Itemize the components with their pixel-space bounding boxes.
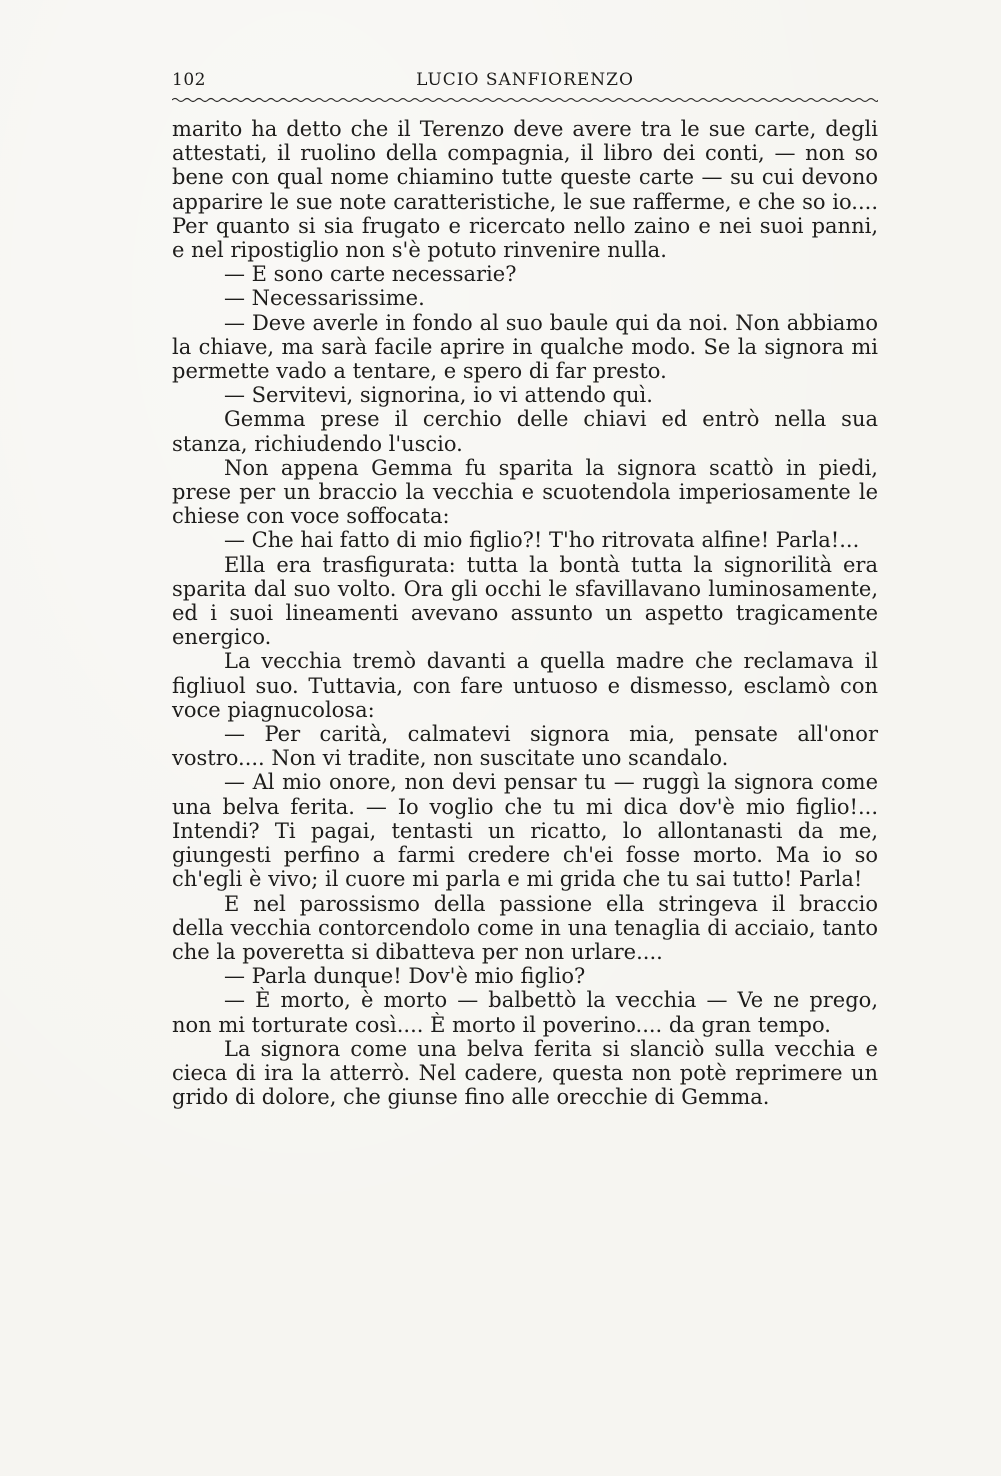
running-head: LUCIO SANFIORENZO xyxy=(416,70,634,90)
decorative-wavy-rule xyxy=(172,96,878,104)
page-number: 102 xyxy=(172,70,206,90)
paragraph: — Necessarissime. xyxy=(224,286,425,311)
paragraph: Gemma prese il cerchio delle chiavi ed entrò nella sua stanza, richiudendo l'uscio. xyxy=(172,407,878,456)
paragraph: — Servitevi, signorina, io vi attendo quì. xyxy=(224,383,653,408)
paragraph: — Parla dunque! Dov'è mio figlio? xyxy=(224,964,586,989)
paragraph: — Che hai fatto di mio figlio?! T'ho ritrovata alfine! Parla!... xyxy=(224,528,860,553)
paragraph: — Per carità, calmatevi signora mia, pensate all'onor vostro.... Non vi tradite, non suscitate uno scandalo. xyxy=(172,722,878,771)
paragraph: E nel parossismo della passione ella stringeva il braccio della vecchia contorcendolo come in una tenaglia di acciaio, tanto che la poveretta si dibatteva per non urlare.... xyxy=(172,891,878,964)
paragraph: La vecchia tremò davanti a quella madre che reclamava il figliuol suo. Tuttavia, con fare untuoso e dismesso, esclamò con voce piagnucolosa: xyxy=(172,649,878,722)
paragraph: — È morto, è morto — balbettò la vecchia — Ve ne prego, non mi torturate così.... È morto il poverino.... da gran tempo. xyxy=(172,988,878,1037)
paragraph: — E sono carte necessarie? xyxy=(224,262,517,287)
paragraph: La signora come una belva ferita si slanciò sulla vecchia e cieca di ira la atterrò. Nel cadere, questa non potè reprimere un grido di dolore, che giunse fino alle orecchie di Gemma. xyxy=(172,1036,878,1110)
paragraph: — Deve averle in fondo al suo baule qui da noi. Non abbiamo la chiave, ma sarà facile aprire in qualche modo. Se la signora mi permette vado a tentare, e spero di far presto. xyxy=(172,310,878,384)
page-header xyxy=(172,70,878,94)
paragraph: — Al mio onore, non devi pensar tu — ruggì la signora come una belva ferita. — Io voglio che tu mi dica dov'è mio figlio!... Intendi? Ti pagai, tentasti un ricatto, lo allontanasti da me, giungesti perfino a farmi credere ch'ei fosse morto. Ma io so ch'egli è vivo; il cuore mi parla e mi grida che tu sai tutto! Parla! xyxy=(172,770,878,892)
paragraph: Non appena Gemma fu sparita la signora scattò in piedi, prese per un braccio la vecchia e scuotendola imperiosamente le chiese con voce soffocata: xyxy=(172,455,878,529)
paragraph: marito ha detto che il Terenzo deve avere tra le sue carte, degli attestati, il ruolino della compagnia, il libro dei conti, — non so bene con qual nome chiamino tutte queste carte — su cui devono apparire le sue note caratteristiche, le sue rafferme, e che so io.... Per quanto si sia frugato e ricercato nello zaino e nei suoi panni, e nel ripostiglio non s'è potuto rinvenire nulla. xyxy=(172,117,878,263)
paragraph: Ella era trasfigurata: tutta la bontà tutta la signorilità era sparita dal suo volto. Ora gli occhi le sfavillavano luminosamente, ed i suoi lineamenti avevano assunto un aspetto tragicamente energico. xyxy=(172,552,878,650)
body-text xyxy=(172,117,878,1109)
